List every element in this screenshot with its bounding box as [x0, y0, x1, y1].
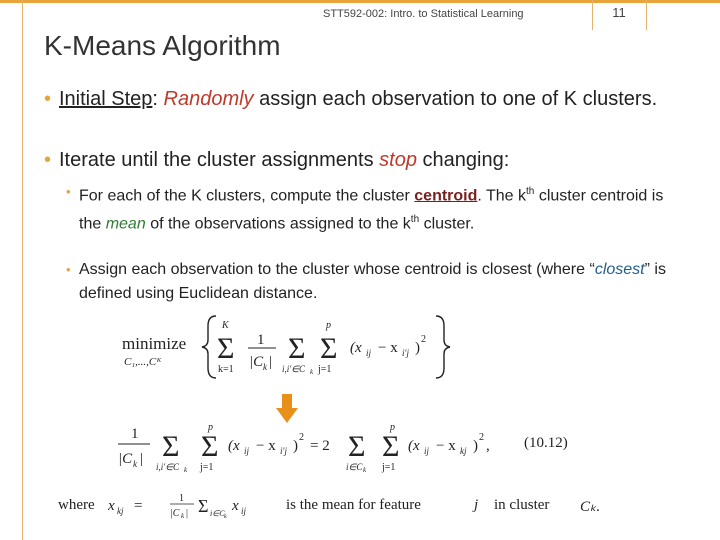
svg-text:p: p [326, 320, 331, 331]
svg-text:Σ: Σ [348, 430, 366, 463]
mean-definition-formula [108, 490, 288, 520]
svg-text:k: k [310, 368, 314, 376]
svg-text:Σ: Σ [162, 430, 180, 463]
svg-text:|: | [140, 451, 144, 467]
svg-text:(x: (x [228, 438, 240, 454]
svg-text:− x: − x [378, 340, 398, 356]
svg-text:=: = [134, 498, 143, 514]
svg-text:i′j: i′j [402, 348, 409, 358]
sub2-part-b: ” is defined using Euclidean distance. [79, 261, 666, 302]
subbullet-centroid [66, 180, 686, 237]
bullet-dot: • [44, 88, 52, 110]
mean-word: mean [105, 215, 146, 233]
page-number-divider-left [592, 0, 593, 30]
subbullet-text [79, 180, 686, 237]
svg-text:k: k [224, 514, 227, 520]
sub1-part-e: cluster. [423, 215, 475, 233]
mean-for-feature-text: is the mean for feature [286, 497, 421, 513]
svg-text:Σ: Σ [201, 430, 219, 463]
page-number: 11 [612, 5, 626, 20]
iterate-tail: changing: [422, 149, 510, 171]
centroid-word: centroid [414, 187, 478, 205]
svg-text:|: | [269, 354, 273, 370]
svg-text:i′j: i′j [280, 446, 287, 456]
in-cluster-text: in cluster [494, 497, 550, 513]
svg-text:k: k [263, 362, 267, 372]
svg-text:x: x [232, 498, 239, 514]
svg-text:Σ: Σ [320, 332, 338, 365]
svg-text:(x: (x [408, 438, 420, 454]
svg-text:ij: ij [366, 348, 372, 358]
svg-text:k: k [184, 466, 188, 474]
svg-text:|C: |C [249, 354, 264, 370]
svg-text:2: 2 [299, 432, 304, 443]
svg-text:j=1: j=1 [200, 462, 214, 473]
where-word: where [58, 497, 95, 513]
svg-text:(x: (x [350, 340, 362, 356]
equation-number: (10.12) [524, 435, 568, 451]
sub2-part-a: Assign each observation to the cluster whose centroid is closest (where “ [79, 261, 595, 278]
svg-text:x: x [108, 498, 115, 514]
closest-word: closest [594, 261, 645, 278]
subbullet-dot: • [66, 184, 71, 199]
where-line [58, 494, 618, 524]
svg-text:2: 2 [479, 432, 484, 443]
objective-formula-graphic [200, 312, 480, 382]
svg-text:i,i′∈C: i,i′∈C [156, 462, 180, 472]
left-accent-line [22, 0, 23, 540]
svg-text:− x: − x [436, 438, 456, 454]
minimize-word: minimize [122, 334, 187, 353]
initial-step-rest: assign each observation to one of K clusters. [259, 88, 658, 110]
svg-text:Σ: Σ [288, 332, 306, 365]
svg-text:1: 1 [257, 332, 265, 348]
superscript-th: th [410, 214, 420, 226]
svg-text:kj: kj [460, 446, 467, 456]
superscript-th: th [526, 186, 535, 197]
svg-text:): ) [473, 438, 478, 454]
svg-text:i,i′∈C: i,i′∈C [282, 364, 306, 374]
svg-text:ij: ij [241, 506, 247, 516]
stop-word: stop [379, 149, 417, 171]
sub1-part-d: of the observations assigned to the k [150, 215, 411, 233]
bullet-dot: • [44, 149, 52, 171]
bullet-text [59, 84, 684, 114]
bullet-text [59, 145, 694, 175]
svg-text:j=1: j=1 [318, 364, 332, 375]
objective-equation [120, 312, 480, 382]
svg-text:): ) [293, 438, 298, 454]
svg-text:kj: kj [117, 506, 124, 516]
iterate-lead: Iterate until the cluster assignments [59, 149, 374, 171]
svg-text:p: p [208, 422, 213, 433]
svg-text:j=1: j=1 [382, 462, 396, 473]
randomly-word: Randomly [163, 88, 254, 110]
page-number-divider-right [646, 0, 647, 30]
identity-equation [110, 420, 570, 476]
subbullet-text [79, 258, 686, 306]
subbullet-assign [66, 258, 686, 306]
sub1-part-b: . The k [477, 187, 527, 205]
svg-text:k=1: k=1 [218, 364, 234, 375]
svg-text:Σ: Σ [198, 496, 209, 516]
bullet-iterate [44, 145, 694, 175]
svg-text:k: k [133, 459, 137, 469]
svg-text:1: 1 [131, 426, 139, 442]
svg-text:ij: ij [424, 446, 430, 456]
svg-text:k: k [181, 512, 185, 520]
svg-text:|: | [186, 508, 189, 519]
svg-text:K: K [222, 320, 229, 331]
course-header: STT592-002: Intro. to Statistical Learning [323, 8, 524, 20]
svg-text:k: k [363, 466, 367, 474]
sub1-part-c: cluster centroid is the [79, 187, 664, 233]
feature-variable: j [474, 497, 479, 513]
initial-step-term: Initial Step [59, 88, 153, 110]
svg-text:): ) [415, 340, 420, 356]
svg-text:|C: |C [170, 508, 180, 519]
slide-title: K-Means Algorithm [44, 30, 281, 61]
svg-text:2: 2 [421, 334, 426, 345]
svg-text:− x: − x [256, 438, 276, 454]
svg-text:Σ: Σ [217, 332, 235, 365]
svg-text:p: p [390, 422, 395, 433]
svg-text:= 2: = 2 [310, 438, 330, 454]
svg-text:i∈C: i∈C [210, 509, 225, 518]
svg-text:ij: ij [244, 446, 250, 456]
minimize-subscript: C₁,...,Cᴷ [124, 356, 162, 368]
svg-text:|C: |C [118, 451, 133, 467]
colon: : [152, 88, 158, 110]
subbullet-dot: • [66, 262, 71, 277]
svg-text:1: 1 [179, 493, 184, 504]
svg-text:,: , [486, 438, 490, 454]
bullet-initial-step [44, 84, 684, 114]
top-accent-rule [0, 0, 720, 3]
svg-text:i∈C: i∈C [346, 462, 363, 472]
sub1-part-a: For each of the K clusters, compute the cluster [79, 187, 410, 205]
svg-text:Σ: Σ [382, 430, 400, 463]
cluster-variable: Cₖ. [580, 499, 601, 515]
